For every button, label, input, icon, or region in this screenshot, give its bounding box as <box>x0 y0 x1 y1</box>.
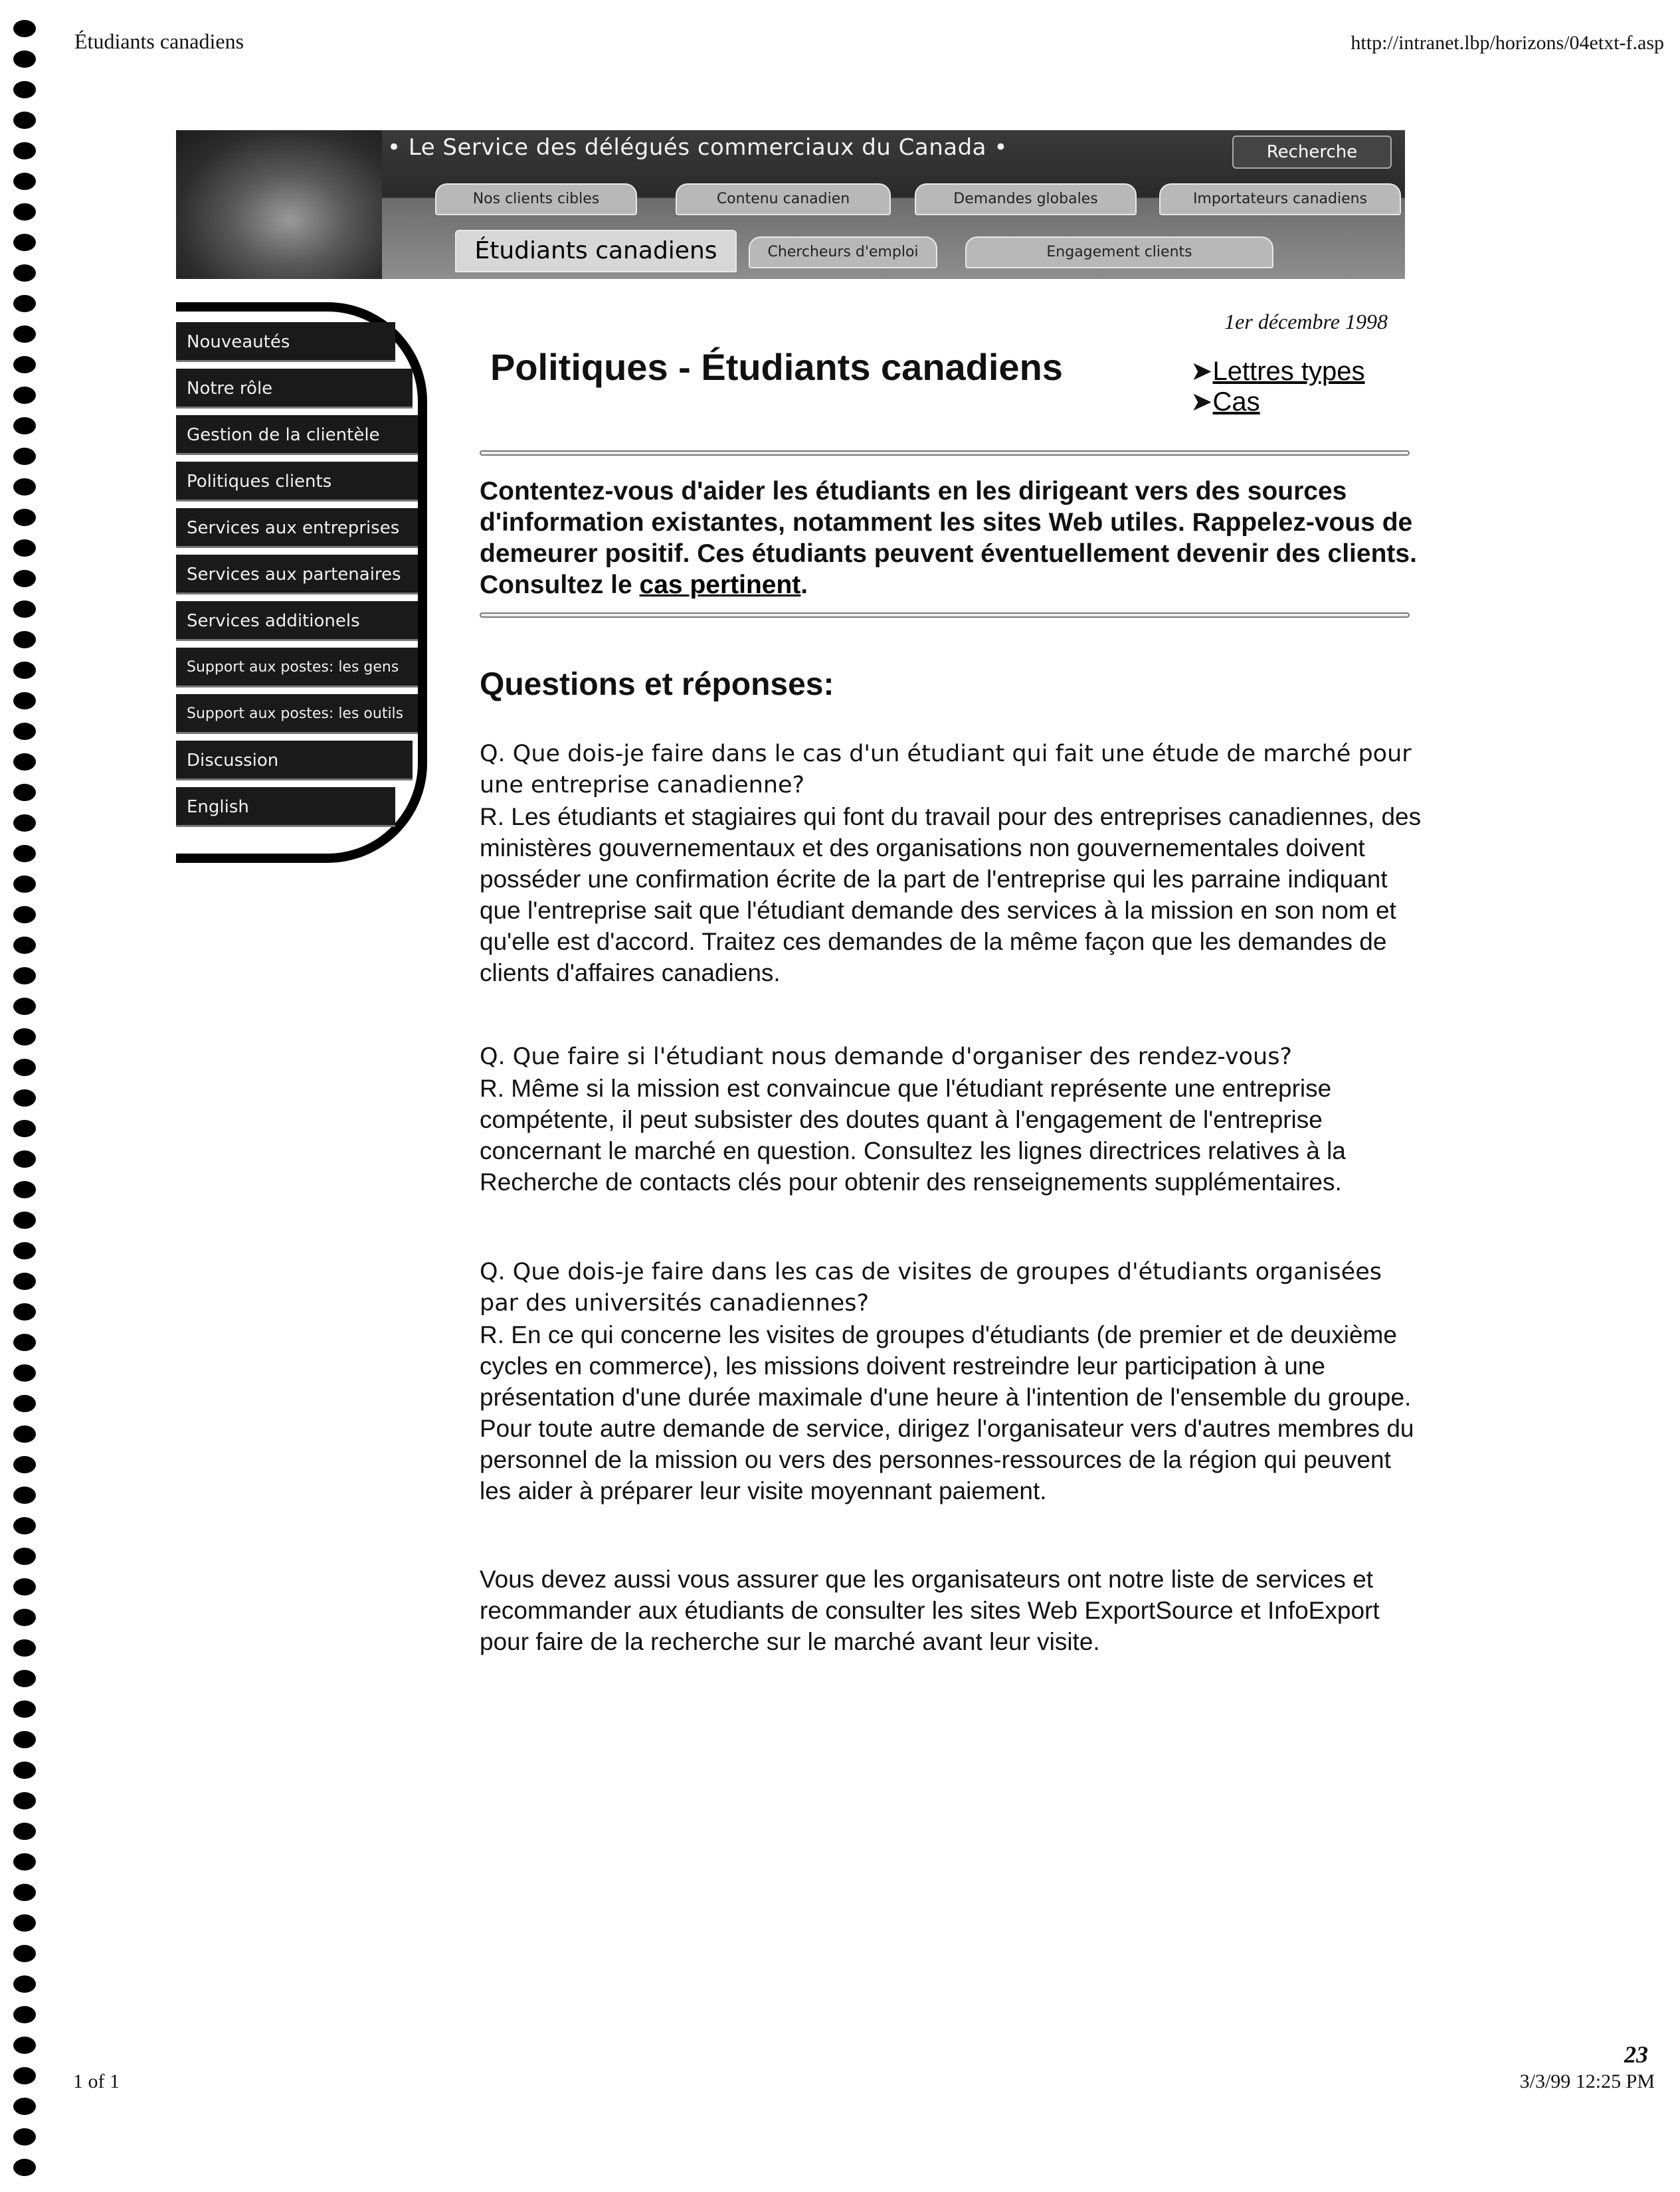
binder-hole <box>13 1273 36 1290</box>
binder-hole <box>13 2037 36 2054</box>
binder-hole <box>13 1150 36 1168</box>
binder-hole <box>13 1548 36 1565</box>
divider-bottom <box>480 612 1410 618</box>
nav-item-politiques-clients[interactable]: Politiques clients <box>176 462 418 502</box>
binder-hole <box>13 1181 36 1198</box>
binder-hole <box>13 1456 36 1473</box>
binder-hole <box>13 2098 36 2115</box>
binder-hole <box>13 417 36 434</box>
page-title: Politiques - Étudiants canadiens <box>490 346 1063 388</box>
binder-hole <box>13 325 36 343</box>
arrow-bullet-icon: ➤ <box>1190 387 1213 416</box>
binder-hole <box>13 1700 36 1718</box>
binder-hole <box>13 814 36 832</box>
binder-hole <box>13 692 36 709</box>
nav-item-gestion-clientele[interactable]: Gestion de la clientèle <box>176 415 418 455</box>
binder-hole <box>13 937 36 954</box>
binder-hole <box>13 1609 36 1626</box>
tab-nos-clients-cibles[interactable]: Nos clients cibles <box>435 183 637 215</box>
binder-hole <box>13 112 36 129</box>
binder-hole <box>13 2159 36 2176</box>
tab-etudiants-canadiens[interactable]: Étudiants canadiens <box>455 230 737 272</box>
binder-hole <box>13 631 36 648</box>
binder-holes <box>13 20 37 2179</box>
arrow-bullet-icon: ➤ <box>1190 357 1213 386</box>
binder-hole <box>13 203 36 221</box>
tab-demandes-globales[interactable]: Demandes globales <box>915 183 1137 215</box>
binder-hole <box>13 1487 36 1504</box>
binder-hole <box>13 1212 36 1229</box>
quick-link-row <box>1190 387 1365 417</box>
closing-text: Vous devez aussi vous assurer que les organisateurs ont notre liste de services et recommander aux étudiants de consulter les sites Web ExportSource et InfoExport pour faire de la recherche sur le marché avant leur visite. <box>480 1566 1380 1655</box>
binder-hole <box>13 967 36 984</box>
binder-hole <box>13 539 36 557</box>
binder-hole <box>13 723 36 740</box>
tab-contenu-canadien[interactable]: Contenu canadien <box>676 183 891 215</box>
binder-hole <box>13 1762 36 1779</box>
search-button[interactable]: Recherche <box>1232 136 1392 169</box>
binder-hole <box>13 509 36 526</box>
binder-hole <box>13 662 36 679</box>
section-title-qa: Questions et réponses: <box>480 667 834 702</box>
binder-hole <box>13 234 36 251</box>
print-footer-timestamp: 3/3/99 12:25 PM <box>1519 2070 1655 2092</box>
answer-text: R. En ce qui concerne les visites de groupes d'étudiants (de premier et de deuxième cycles en commerce), les missions doivent restreindre leur participation à une présentation d'une durée maximale d'une heure à l'intention de l'ensemble du groupe. Pour toute autre demande de service, dirigez l'organisateur vers d'autres membres du personnel de la mission ou vers des personnes-ressources de la région qui peuvent les aider à préparer leur visite moyennant paiement. <box>480 1321 1414 1505</box>
binder-hole <box>13 50 36 68</box>
binder-hole <box>13 478 36 496</box>
intro-end: . <box>800 571 808 599</box>
quick-link-row <box>1190 356 1365 387</box>
binder-hole <box>13 1517 36 1534</box>
nav-item-support-outils[interactable]: Support aux postes: les outils <box>176 694 418 734</box>
binder-hole <box>13 1670 36 1687</box>
banner-title: • Le Service des délégués commerciaux du Canada • <box>387 134 1008 161</box>
binder-hole <box>13 1578 36 1596</box>
binder-hole <box>13 20 36 37</box>
qa-block-3 <box>480 1257 1423 1507</box>
binder-hole <box>13 2128 36 2146</box>
handwritten-page-number: 23 <box>1624 2041 1648 2068</box>
binder-hole <box>13 845 36 862</box>
globe-logo-icon <box>176 130 382 279</box>
qa-block-1 <box>480 739 1423 988</box>
divider-top <box>480 450 1410 456</box>
nav-item-support-gens[interactable]: Support aux postes: les gens <box>176 648 418 687</box>
site-banner <box>176 130 1405 279</box>
binder-hole <box>13 142 36 159</box>
binder-hole <box>13 1364 36 1382</box>
binder-hole <box>13 387 36 404</box>
tab-engagement-clients[interactable]: Engagement clients <box>965 236 1273 268</box>
binder-hole <box>13 998 36 1015</box>
answer-text: R. Les étudiants et stagiaires qui font du travail pour des entreprises canadiennes, des ministères gouvernementaux et des organisations non gouvernementales doivent posséder une confirmation écrite de la part de l'entreprise qui les parraine indiquant que l'entreprise sait que l'étudiant demande des services à la mission en son nom et qu'elle est d'accord. Traitez ces demandes de la même façon que les demandes de clients d'affaires canadiens. <box>480 803 1422 986</box>
binder-hole <box>13 2067 36 2084</box>
binder-hole <box>13 1242 36 1259</box>
binder-hole <box>13 1120 36 1137</box>
binder-hole <box>13 1028 36 1046</box>
quick-links <box>1190 356 1365 417</box>
question-text: Q. Que dois-je faire dans le cas d'un étudiant qui fait une étude de marché pour une entreprise canadienne? <box>480 741 1412 798</box>
binder-hole <box>13 1425 36 1443</box>
nav-item-services-partenaires[interactable]: Services aux partenaires <box>176 555 418 594</box>
binder-hole <box>13 1823 36 1840</box>
print-footer-page-count: 1 of 1 <box>73 2070 120 2092</box>
binder-hole <box>13 264 36 282</box>
binder-hole <box>13 1975 36 1993</box>
print-header-url: http://intranet.lbp/horizons/04etxt-f.asp <box>1351 32 1664 54</box>
intro-body: Contentez-vous d'aider les étudiants en les dirigeant vers des sources d'information existantes, notamment les sites Web utiles. Rappelez-vous de demeurer positif. Ces étudiants peuvent éventuellement devenir des clients. Consultez le <box>480 477 1417 599</box>
link-cas[interactable]: Cas <box>1212 387 1260 416</box>
binder-hole <box>13 356 36 373</box>
nav-item-discussion[interactable]: Discussion <box>176 741 413 780</box>
link-cas-pertinent[interactable]: cas pertinent <box>639 571 801 599</box>
binder-hole <box>13 1792 36 1809</box>
binder-hole <box>13 1639 36 1657</box>
binder-hole <box>13 173 36 190</box>
binder-hole <box>13 600 36 618</box>
link-lettres-types[interactable]: Lettres types <box>1212 357 1365 386</box>
nav-item-nouveautes[interactable]: Nouveautés <box>176 322 395 362</box>
binder-hole <box>13 1303 36 1321</box>
binder-hole <box>13 1945 36 1962</box>
nav-item-english[interactable]: English <box>176 787 395 827</box>
question-text: Q. Que faire si l'étudiant nous demande d'organiser des rendez-vous? <box>480 1044 1293 1070</box>
side-navigation <box>176 302 428 867</box>
binder-hole <box>13 570 36 587</box>
binder-hole <box>13 875 36 893</box>
question-text: Q. Que dois-je faire dans les cas de visites de groupes d'étudiants organisées par des universités canadiennes? <box>480 1259 1382 1317</box>
print-header-title: Étudiants canadiens <box>74 29 244 53</box>
binder-hole <box>13 295 36 312</box>
binder-hole <box>13 81 36 98</box>
binder-hole <box>13 1853 36 1871</box>
qa-block-2 <box>480 1042 1423 1198</box>
intro-text <box>480 476 1423 600</box>
nav-item-services-additionels[interactable]: Services additionels <box>176 601 418 641</box>
nav-item-notre-role[interactable]: Notre rôle <box>176 369 413 409</box>
binder-hole <box>13 1731 36 1748</box>
answer-text: R. Même si la mission est convaincue que l'étudiant représente une entreprise compétente, il peut subsister des doutes quant à l'engagement de l'entreprise concernant le marché en question. Consultez les lignes directrices relatives à la Recherche de contacts clés pour obtenir des renseignements supplémentaires. <box>480 1075 1346 1196</box>
binder-hole <box>13 1334 36 1351</box>
nav-item-services-entreprises[interactable]: Services aux entreprises <box>176 508 418 548</box>
binder-hole <box>13 1914 36 1932</box>
binder-hole <box>13 1089 36 1107</box>
closing-paragraph <box>480 1564 1423 1657</box>
binder-hole <box>13 1884 36 1901</box>
binder-hole <box>13 2006 36 2023</box>
binder-hole <box>13 906 36 923</box>
tab-importateurs-canadiens[interactable]: Importateurs canadiens <box>1159 183 1401 215</box>
tab-chercheurs-emploi[interactable]: Chercheurs d'emploi <box>749 236 937 268</box>
binder-hole <box>13 753 36 771</box>
binder-hole <box>13 784 36 801</box>
binder-hole <box>13 1059 36 1076</box>
binder-hole <box>13 1395 36 1412</box>
binder-hole <box>13 448 36 465</box>
page-date: 1er décembre 1998 <box>1224 310 1388 333</box>
